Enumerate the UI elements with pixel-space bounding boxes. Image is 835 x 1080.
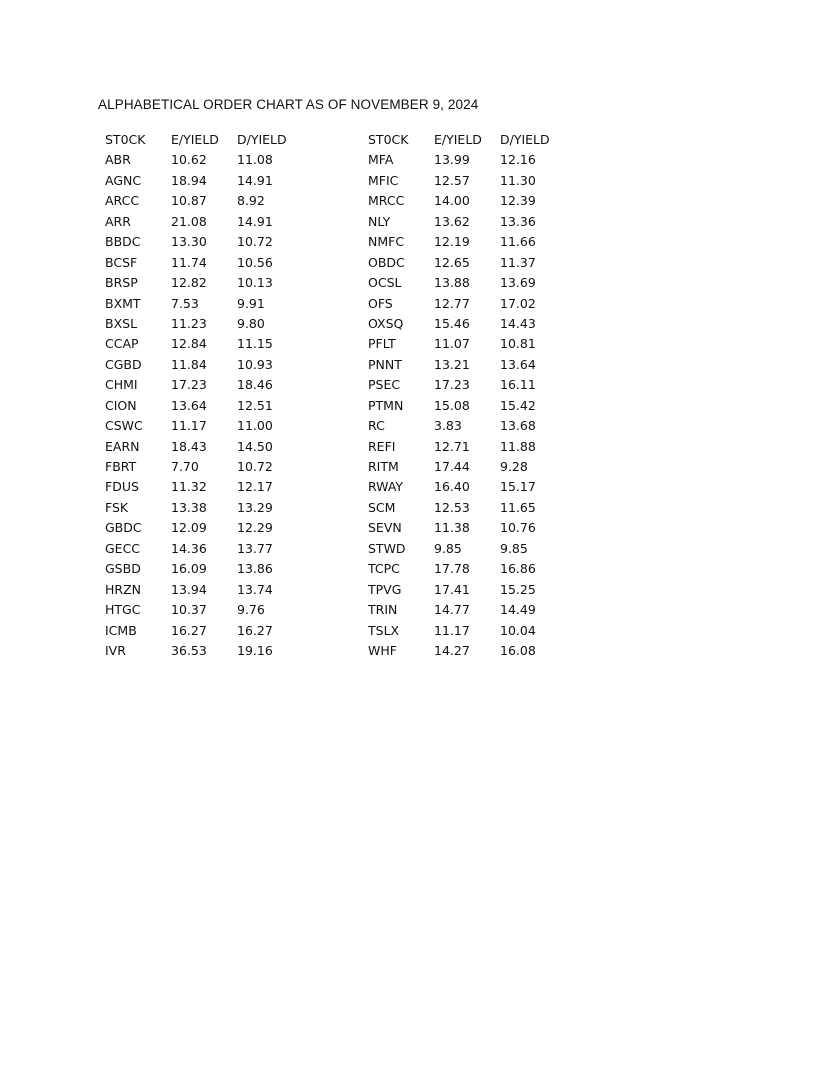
cell-e-yield: 11.38 <box>434 520 470 536</box>
cell-e-yield: 14.36 <box>171 540 207 556</box>
table-row <box>368 477 560 497</box>
cell-e-yield: 13.94 <box>171 581 207 597</box>
cell-stock: RITM <box>368 459 399 474</box>
cell-d-yield: 14.43 <box>500 315 536 331</box>
cell-e-yield: 12.82 <box>171 275 207 291</box>
cell-e-yield: 13.62 <box>434 213 470 229</box>
cell-e-yield: 7.70 <box>171 459 199 474</box>
table-row <box>105 212 297 232</box>
table-row <box>105 375 297 395</box>
cell-stock: STWD <box>368 540 406 556</box>
table-row <box>105 334 297 354</box>
cell-d-yield: 16.08 <box>500 642 536 658</box>
cell-stock: ARCC <box>105 193 140 209</box>
table-row <box>368 437 560 457</box>
cell-stock: CHMI <box>105 377 138 393</box>
table-row <box>368 253 560 273</box>
cell-stock: MFIC <box>368 172 399 188</box>
table-row <box>368 314 560 334</box>
cell-d-yield: 12.51 <box>237 397 273 413</box>
cell-stock: FSK <box>105 499 129 515</box>
table-row <box>105 437 297 457</box>
cell-d-yield: 19.16 <box>237 642 273 658</box>
cell-d-yield: 9.91 <box>237 295 265 311</box>
table-row <box>368 457 560 477</box>
cell-e-yield: 15.08 <box>434 397 470 413</box>
table-row <box>105 232 297 252</box>
cell-d-yield: 10.04 <box>500 622 536 638</box>
cell-stock: MFA <box>368 152 394 168</box>
table-header-row <box>368 130 560 150</box>
table-row <box>105 273 297 293</box>
cell-e-yield: 10.62 <box>171 152 207 168</box>
cell-e-yield: 12.71 <box>434 438 470 454</box>
cell-e-yield: 10.87 <box>171 193 207 209</box>
cell-d-yield: 14.50 <box>237 438 273 454</box>
stock-table-right <box>368 130 560 661</box>
cell-stock: BXSL <box>105 315 138 331</box>
cell-stock: FDUS <box>105 479 139 495</box>
cell-e-yield: 12.77 <box>434 295 470 311</box>
cell-e-yield: 12.19 <box>434 234 470 250</box>
cell-d-yield: 13.74 <box>237 581 273 597</box>
page-title: ALPHABETICAL ORDER CHART AS OF NOVEMBER 9, 2024 <box>98 97 479 112</box>
cell-e-yield: 11.32 <box>171 479 207 495</box>
cell-d-yield: 16.11 <box>500 377 536 393</box>
cell-stock: TSLX <box>368 622 400 638</box>
table-row <box>105 171 297 191</box>
column-header-d-yield: D/YIELD <box>500 132 550 147</box>
cell-stock: CGBD <box>105 356 142 372</box>
cell-e-yield: 17.78 <box>434 561 470 577</box>
cell-stock: BRSP <box>105 275 138 291</box>
cell-stock: OFS <box>368 295 393 311</box>
cell-d-yield: 13.69 <box>500 275 536 291</box>
cell-d-yield: 10.72 <box>237 459 273 474</box>
table-row <box>105 498 297 518</box>
cell-d-yield: 12.17 <box>237 479 273 495</box>
cell-stock: ARR <box>105 213 131 229</box>
cell-d-yield: 13.68 <box>500 418 536 434</box>
cell-stock: CION <box>105 397 137 413</box>
cell-stock: CSWC <box>105 418 143 434</box>
cell-e-yield: 11.74 <box>171 254 207 270</box>
cell-e-yield: 12.84 <box>171 336 207 352</box>
cell-d-yield: 12.16 <box>500 152 536 168</box>
cell-stock: TPVG <box>368 581 402 597</box>
table-row <box>368 273 560 293</box>
cell-d-yield: 10.13 <box>237 275 273 291</box>
cell-d-yield: 11.65 <box>500 499 536 515</box>
table-row <box>368 416 560 436</box>
table-row <box>105 621 297 641</box>
cell-stock: BXMT <box>105 295 141 311</box>
cell-stock: PTMN <box>368 397 404 413</box>
cell-e-yield: 18.94 <box>171 172 207 188</box>
table-row <box>368 375 560 395</box>
cell-stock: HRZN <box>105 581 141 597</box>
cell-d-yield: 15.25 <box>500 581 536 597</box>
table-row <box>105 314 297 334</box>
cell-e-yield: 17.41 <box>434 581 470 597</box>
cell-d-yield: 11.88 <box>500 438 536 454</box>
table-row <box>105 559 297 579</box>
cell-e-yield: 16.40 <box>434 479 470 495</box>
cell-d-yield: 13.36 <box>500 213 536 229</box>
table-row <box>368 600 560 620</box>
cell-e-yield: 3.83 <box>434 418 462 434</box>
cell-d-yield: 10.72 <box>237 234 273 250</box>
cell-e-yield: 21.08 <box>171 213 207 229</box>
cell-stock: WHF <box>368 642 397 658</box>
cell-stock: AGNC <box>105 172 142 188</box>
cell-d-yield: 9.80 <box>237 315 265 331</box>
column-header-stock: ST0CK <box>105 132 146 147</box>
cell-stock: GECC <box>105 540 141 556</box>
cell-stock: FBRT <box>105 459 137 474</box>
cell-stock: NLY <box>368 213 391 229</box>
table-row <box>105 416 297 436</box>
table-row <box>368 580 560 600</box>
table-header-row <box>105 130 297 150</box>
cell-stock: SCM <box>368 499 396 515</box>
cell-stock: REFI <box>368 438 396 454</box>
cell-d-yield: 13.64 <box>500 356 536 372</box>
cell-e-yield: 9.85 <box>434 540 462 556</box>
stock-table-left <box>105 130 297 661</box>
cell-stock: MRCC <box>368 193 405 209</box>
cell-d-yield: 15.42 <box>500 397 536 413</box>
cell-stock: CCAP <box>105 336 139 352</box>
cell-stock: GBDC <box>105 520 142 536</box>
cell-stock: OBDC <box>368 254 405 270</box>
cell-d-yield: 11.00 <box>237 418 273 434</box>
cell-stock: RC <box>368 418 385 434</box>
cell-e-yield: 17.23 <box>171 377 207 393</box>
cell-d-yield: 13.29 <box>237 499 273 515</box>
cell-d-yield: 10.76 <box>500 520 536 536</box>
cell-e-yield: 16.09 <box>171 561 207 577</box>
cell-d-yield: 10.56 <box>237 254 273 270</box>
cell-stock: ICMB <box>105 622 137 638</box>
cell-d-yield: 14.91 <box>237 172 273 188</box>
table-row <box>105 600 297 620</box>
cell-d-yield: 12.39 <box>500 193 536 209</box>
column-header-e-yield: E/YIELD <box>434 132 482 147</box>
cell-e-yield: 13.21 <box>434 356 470 372</box>
cell-e-yield: 11.17 <box>434 622 470 638</box>
table-row <box>105 457 297 477</box>
column-header-d-yield: D/YIELD <box>237 132 287 147</box>
table-row <box>368 355 560 375</box>
cell-e-yield: 12.65 <box>434 254 470 270</box>
cell-stock: TCPC <box>368 561 400 577</box>
table-row <box>105 580 297 600</box>
cell-e-yield: 11.07 <box>434 336 470 352</box>
cell-e-yield: 14.00 <box>434 193 470 209</box>
cell-stock: OXSQ <box>368 315 404 331</box>
cell-e-yield: 15.46 <box>434 315 470 331</box>
cell-stock: IVR <box>105 642 126 658</box>
cell-stock: NMFC <box>368 234 405 250</box>
table-row <box>105 355 297 375</box>
cell-d-yield: 16.27 <box>237 622 273 638</box>
cell-e-yield: 36.53 <box>171 642 207 658</box>
table-row <box>368 621 560 641</box>
cell-d-yield: 16.86 <box>500 561 536 577</box>
cell-e-yield: 14.27 <box>434 642 470 658</box>
table-row <box>105 253 297 273</box>
table-row <box>368 518 560 538</box>
cell-stock: OCSL <box>368 275 402 291</box>
table-row <box>368 150 560 170</box>
cell-e-yield: 13.64 <box>171 397 207 413</box>
cell-d-yield: 14.49 <box>500 602 536 618</box>
cell-d-yield: 14.91 <box>237 213 273 229</box>
cell-e-yield: 17.23 <box>434 377 470 393</box>
cell-stock: RWAY <box>368 479 404 495</box>
table-row <box>105 191 297 211</box>
cell-d-yield: 15.17 <box>500 479 536 495</box>
table-row <box>368 334 560 354</box>
cell-stock: PNNT <box>368 356 402 372</box>
cell-e-yield: 17.44 <box>434 459 470 474</box>
cell-e-yield: 13.88 <box>434 275 470 291</box>
cell-e-yield: 16.27 <box>171 622 207 638</box>
table-row <box>368 232 560 252</box>
table-row <box>105 294 297 314</box>
table-row <box>105 641 297 661</box>
cell-d-yield: 9.76 <box>237 602 265 618</box>
table-row <box>105 518 297 538</box>
cell-d-yield: 12.29 <box>237 520 273 536</box>
cell-d-yield: 11.08 <box>237 152 273 168</box>
cell-d-yield: 9.85 <box>500 540 528 556</box>
cell-stock: SEVN <box>368 520 402 536</box>
cell-e-yield: 13.30 <box>171 234 207 250</box>
cell-stock: BCSF <box>105 254 138 270</box>
table-row <box>368 641 560 661</box>
cell-d-yield: 8.92 <box>237 193 265 209</box>
cell-stock: PFLT <box>368 336 396 352</box>
cell-d-yield: 11.15 <box>237 336 273 352</box>
table-row <box>368 539 560 559</box>
cell-d-yield: 13.77 <box>237 540 273 556</box>
cell-e-yield: 11.17 <box>171 418 207 434</box>
table-row <box>368 171 560 191</box>
cell-d-yield: 11.37 <box>500 254 536 270</box>
cell-stock: GSBD <box>105 561 141 577</box>
cell-stock: PSEC <box>368 377 401 393</box>
cell-e-yield: 12.09 <box>171 520 207 536</box>
cell-d-yield: 9.28 <box>500 459 528 474</box>
cell-d-yield: 11.66 <box>500 234 536 250</box>
cell-d-yield: 11.30 <box>500 172 536 188</box>
cell-e-yield: 11.84 <box>171 356 207 372</box>
cell-d-yield: 10.81 <box>500 336 536 352</box>
cell-d-yield: 17.02 <box>500 295 536 311</box>
cell-stock: TRIN <box>368 602 398 618</box>
cell-e-yield: 12.53 <box>434 499 470 515</box>
table-row <box>368 191 560 211</box>
table-row <box>368 396 560 416</box>
cell-stock: EARN <box>105 438 140 454</box>
cell-stock: HTGC <box>105 602 141 618</box>
cell-stock: BBDC <box>105 234 141 250</box>
cell-e-yield: 13.99 <box>434 152 470 168</box>
cell-e-yield: 12.57 <box>434 172 470 188</box>
cell-e-yield: 10.37 <box>171 602 207 618</box>
table-row <box>368 498 560 518</box>
table-row <box>368 294 560 314</box>
cell-d-yield: 18.46 <box>237 377 273 393</box>
cell-stock: ABR <box>105 152 131 168</box>
cell-e-yield: 13.38 <box>171 499 207 515</box>
table-row <box>368 212 560 232</box>
table-row <box>105 539 297 559</box>
column-header-stock: ST0CK <box>368 132 409 147</box>
table-row <box>105 150 297 170</box>
cell-e-yield: 7.53 <box>171 295 199 311</box>
table-row <box>105 396 297 416</box>
cell-d-yield: 13.86 <box>237 561 273 577</box>
table-row <box>105 477 297 497</box>
cell-d-yield: 10.93 <box>237 356 273 372</box>
column-header-e-yield: E/YIELD <box>171 132 219 147</box>
table-row <box>368 559 560 579</box>
cell-e-yield: 14.77 <box>434 602 470 618</box>
cell-e-yield: 11.23 <box>171 315 207 331</box>
cell-e-yield: 18.43 <box>171 438 207 454</box>
